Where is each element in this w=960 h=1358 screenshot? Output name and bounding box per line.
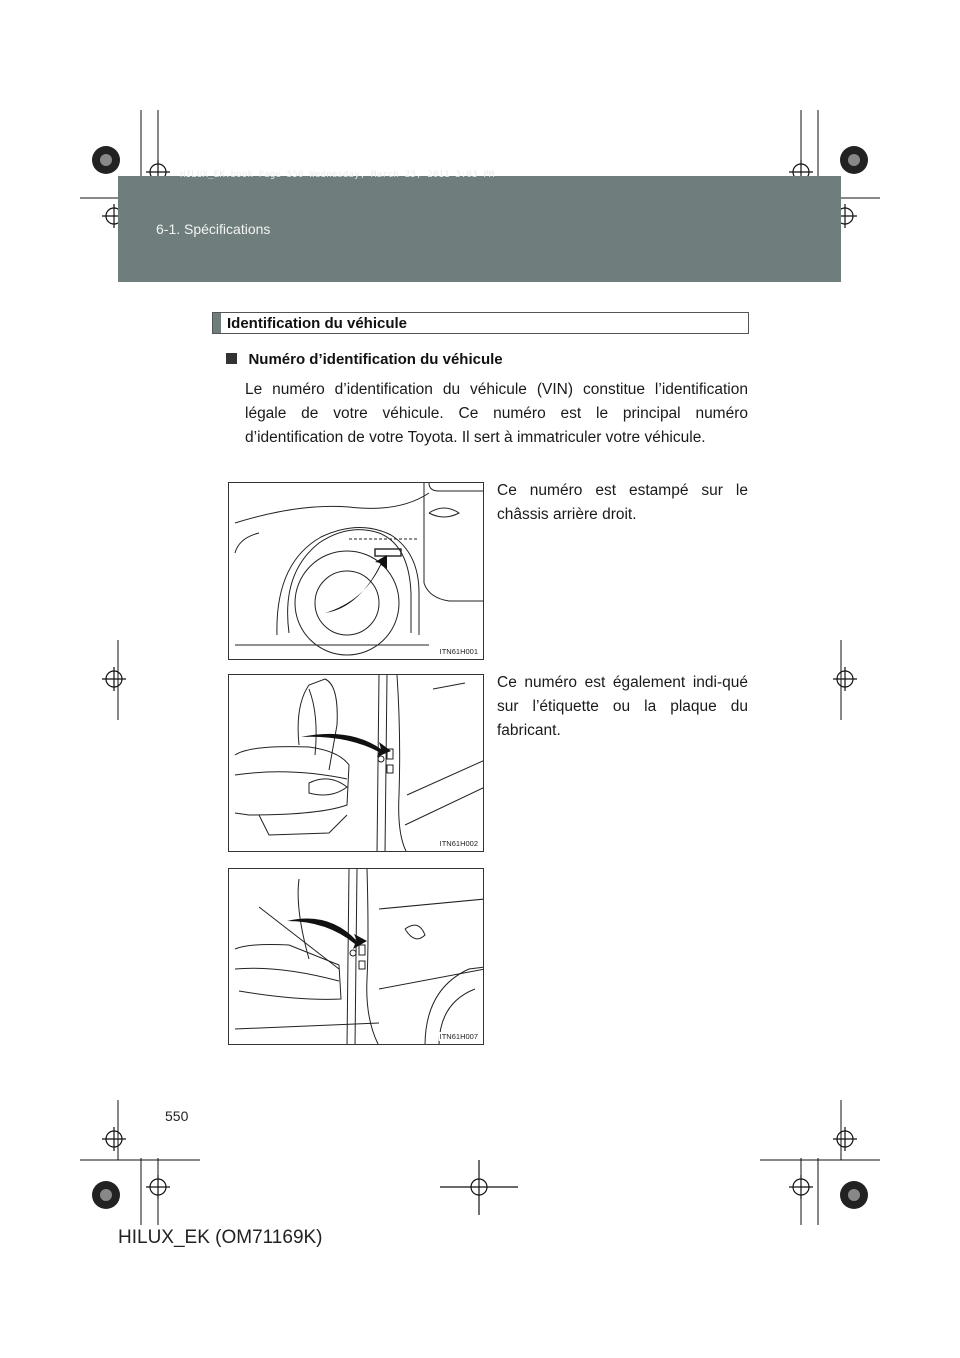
section-title: Identification du véhicule <box>227 315 408 332</box>
rear-wheel-illustration <box>229 483 484 660</box>
subsection-heading <box>226 351 503 369</box>
file-stamp: HILUX_EK.book Page 550 Wednesday, March 23, 2011 3:03 PM <box>180 170 495 180</box>
figure-caption-2: Ce numéro est également indi-qué sur l’étiquette ou la plaque du fabricant. <box>497 674 748 739</box>
figure-code: ITN61H002 <box>439 839 478 848</box>
square-bullet-icon <box>226 353 237 364</box>
subsection-title: Numéro d’identification du véhicule <box>248 351 503 368</box>
figure-caption-1: Ce numéro est estampé sur le châssis arrière droit. <box>497 482 748 523</box>
rear-pillar-illustration <box>229 869 484 1045</box>
seat-pillar-illustration <box>229 675 484 852</box>
figure-code: ITN61H007 <box>439 1032 478 1041</box>
page-number: 550 <box>165 1108 189 1124</box>
section-title-accent <box>213 313 221 333</box>
figure-rear-chassis <box>228 482 484 660</box>
subsection-body: Le numéro d’identification du véhicule (VIN) constitue l’identification légale de votre véhicule. Ce numéro est le principal numéro d’identification de votre Toyota. Il sert à immatriculer votre véhicule. <box>245 381 748 446</box>
figure-code: ITN61H001 <box>439 647 478 656</box>
section-title-box <box>212 312 749 334</box>
figure-rear-pillar-label <box>228 868 484 1045</box>
book-code: HILUX_EK (OM71169K) <box>118 1227 323 1248</box>
section-breadcrumb: 6-1. Spécifications <box>156 221 271 237</box>
figure-door-pillar-label <box>228 674 484 852</box>
